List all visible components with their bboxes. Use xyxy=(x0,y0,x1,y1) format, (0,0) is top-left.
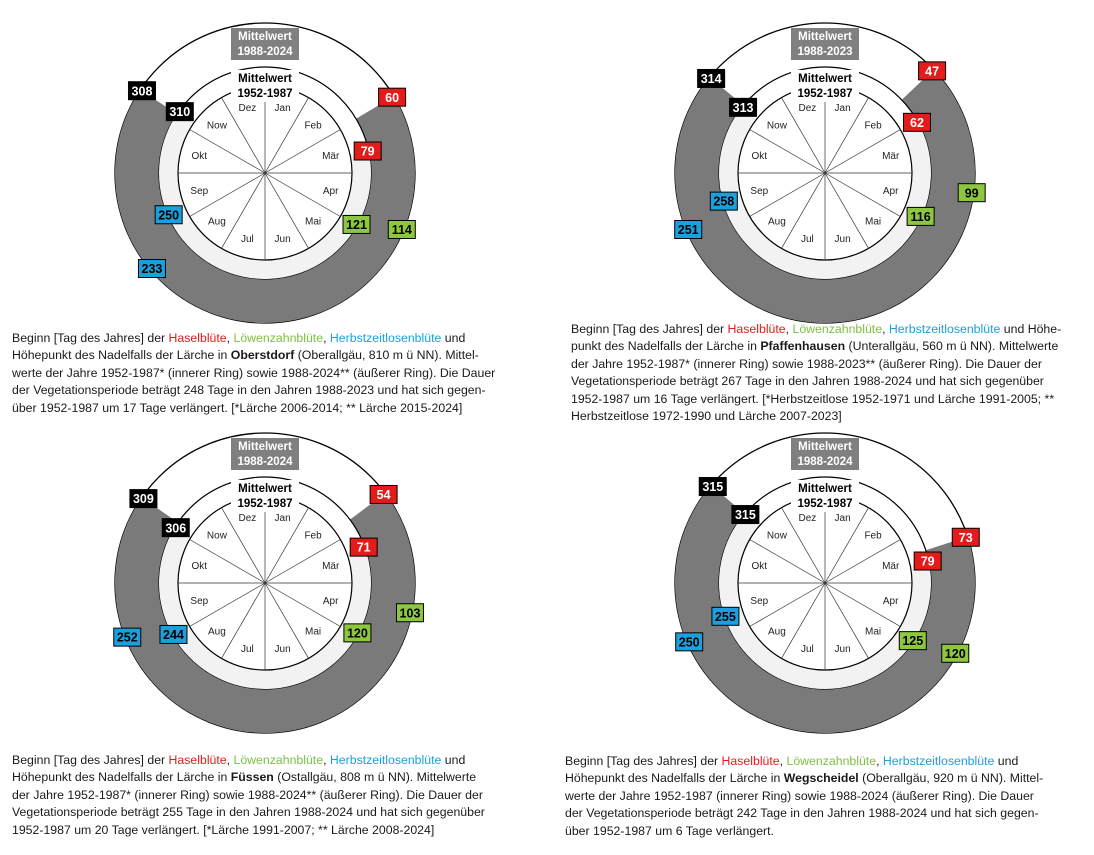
caption-oberstdorf: Beginn [Tag des Jahres] der Haselblüte, Löwenzahnblüte, Herbstzeitlosenblüte und Höhepunkt des Nadelfalls der Lärche in Oberstdorf (Oberallgäu, 810 m ü NN). Mittel- werte der Jahre 1952-1987* (innerer Ring) sowie 1988-2024** (äußerer Ring). Die Dauer der Vegetationsperiode beträgt 248 Tage in den Jahren 1988-2023 und hat sich gegen- über 1952-1987 um 17 Tage verlängert. [*Lärche 2006-2014; ** Lärche 2015-2024] xyxy=(12,331,496,415)
inner-loewenzahn-marker xyxy=(899,632,926,650)
inner-laerche-marker xyxy=(730,98,757,116)
outer-period-label: Mittelwert xyxy=(238,441,292,453)
month-label: Apr xyxy=(882,596,899,608)
outer-loewenzahn-value: 114 xyxy=(391,223,412,238)
inner-herbstzeitlose-marker xyxy=(160,625,187,643)
outer-period-label: 1988-2024 xyxy=(237,456,293,468)
month-label: Jun xyxy=(834,644,851,656)
inner-hasel-marker xyxy=(914,552,941,570)
outer-period-label: 1988-2024 xyxy=(797,456,853,468)
month-label: Feb xyxy=(304,530,322,542)
inner-loewenzahn-marker xyxy=(344,624,371,642)
inner-hasel-value: 79 xyxy=(360,144,375,159)
inner-laerche-value: 310 xyxy=(169,105,191,120)
outer-hasel-marker xyxy=(952,528,979,546)
outer-laerche-marker xyxy=(698,69,725,87)
caption-fuessen: Beginn [Tag des Jahres] der Haselblüte, Löwenzahnblüte, Herbstzeitlosenblüte und Höhepunkt des Nadelfalls der Lärche in Füssen (Ostallgäu, 808 m ü NN). Mittelwerte der Jahre 1952-1987* (innerer Ring) sowie 1988-2024** (äußerer Ring). Die Dauer der Vegetationsperiode beträgt 255 Tage in den Jahren 1988-2024 und hat sich gegenüber 1952-1987 um 20 Tage verlängert. [*Lärche 1991-2007; ** Lärche 2008-2024] xyxy=(12,753,485,837)
inner-herbstzeitlose-marker xyxy=(710,192,737,210)
radial-chart-wegscheidel xyxy=(660,410,990,740)
term-hasel: Haselblüte xyxy=(168,331,227,345)
month-label: Jan xyxy=(274,512,291,524)
month-label: Okt xyxy=(751,150,768,162)
month-label: Jan xyxy=(274,102,291,114)
inner-herbstzeitlose-marker xyxy=(712,607,739,625)
term-herbstzeitlose: Herbstzeitlosenblüte xyxy=(329,331,442,345)
station-name: Oberstdorf xyxy=(230,348,295,363)
month-label: Mai xyxy=(305,216,322,228)
outer-loewenzahn-value: 99 xyxy=(964,186,979,201)
outer-laerche-value: 315 xyxy=(702,480,724,495)
month-label: Jun xyxy=(274,234,291,246)
inner-loewenzahn-value: 116 xyxy=(910,209,931,224)
outer-laerche-marker xyxy=(699,478,726,496)
month-label: Mai xyxy=(305,626,322,638)
outer-herbstzeitlose-marker xyxy=(138,260,165,278)
outer-herbstzeitlose-value: 233 xyxy=(141,262,163,277)
month-label: Mär xyxy=(322,560,340,572)
month-label: Apr xyxy=(882,186,899,198)
month-label: Dez xyxy=(238,512,257,524)
month-label: Apr xyxy=(322,186,339,198)
month-label: Feb xyxy=(864,530,882,542)
outer-hasel-value: 54 xyxy=(376,488,391,503)
radial-chart-fuessen xyxy=(100,410,430,740)
inner-herbstzeitlose-value: 255 xyxy=(714,609,736,624)
month-label: Jul xyxy=(801,644,814,656)
month-label: Aug xyxy=(768,626,786,638)
outer-herbstzeitlose-value: 250 xyxy=(678,635,700,650)
month-label: Okt xyxy=(751,560,768,572)
inner-laerche-value: 306 xyxy=(165,521,187,536)
month-label: Mai xyxy=(865,216,882,228)
inner-hasel-value: 79 xyxy=(920,554,935,569)
outer-herbstzeitlose-value: 251 xyxy=(677,223,699,238)
month-label: Mär xyxy=(882,150,900,162)
inner-period-label: Mittelwert xyxy=(238,73,292,85)
outer-herbstzeitlose-marker xyxy=(675,220,702,238)
outer-hasel-value: 73 xyxy=(958,530,973,545)
month-label: Aug xyxy=(768,216,786,228)
term-herbstzeitlose: Herbstzeitlosenblüte xyxy=(882,754,995,768)
outer-laerche-value: 308 xyxy=(131,84,153,99)
outer-hasel-value: 60 xyxy=(385,90,400,105)
inner-loewenzahn-value: 120 xyxy=(346,626,368,641)
inner-period-label: 1952-1987 xyxy=(237,498,293,510)
inner-hasel-marker xyxy=(350,538,377,556)
month-label: Sep xyxy=(190,186,209,198)
radial-chart-pfaffenhausen xyxy=(660,0,990,330)
term-herbstzeitlose: Herbstzeitlosenblüte xyxy=(329,753,442,767)
month-label: Okt xyxy=(191,560,208,572)
month-label: Dez xyxy=(798,102,817,114)
month-label: Jun xyxy=(274,644,291,656)
outer-herbstzeitlose-marker xyxy=(676,633,703,651)
month-label: Feb xyxy=(864,120,882,132)
outer-loewenzahn-value: 120 xyxy=(944,646,966,661)
month-label: Dez xyxy=(238,102,257,114)
caption-wegscheidel: Beginn [Tag des Jahres] der Haselblüte, Löwenzahnblüte, Herbstzeitlosenblüte und Höhepunkt des Nadelfalls der Lärche in Wegscheidel (Oberallgäu, 920 m ü NN). Mittel- werte der Jahre 1952-1987 (innerer Ring) sowie 1988-2024 (äußerer Ring). Die Dauer der Vegetationsperiode beträgt 242 Tage in den Jahren 1988-2024 und hat sich gegen- über 1952-1987 um 6 Tage verlängert. xyxy=(565,754,1044,838)
station-name: Pfaffenhausen xyxy=(760,339,846,354)
outer-period-label: 1988-2024 xyxy=(237,46,293,58)
inner-herbstzeitlose-value: 258 xyxy=(713,194,735,209)
outer-laerche-value: 309 xyxy=(132,492,154,507)
inner-period-label: Mittelwert xyxy=(238,483,292,495)
station-name: Füssen xyxy=(230,770,274,785)
month-label: Mär xyxy=(322,150,340,162)
month-label: Sep xyxy=(190,596,209,608)
month-label: Okt xyxy=(191,150,208,162)
month-label: Jan xyxy=(834,512,851,524)
outer-loewenzahn-marker xyxy=(942,644,969,662)
month-label: Mai xyxy=(865,626,882,638)
inner-laerche-marker xyxy=(162,519,189,537)
term-hasel: Haselblüte xyxy=(721,754,780,768)
inner-laerche-marker xyxy=(166,103,193,121)
inner-herbstzeitlose-value: 244 xyxy=(163,628,184,643)
inner-hasel-value: 71 xyxy=(356,540,371,555)
month-label: Jul xyxy=(241,234,254,246)
month-label: Now xyxy=(766,120,787,132)
outer-loewenzahn-marker xyxy=(388,220,415,238)
inner-loewenzahn-marker xyxy=(343,215,370,233)
outer-laerche-marker xyxy=(130,490,157,508)
station-name: Wegscheidel xyxy=(783,771,859,786)
outer-period-label: 1988-2023 xyxy=(797,46,853,58)
month-label: Now xyxy=(766,530,787,542)
inner-loewenzahn-value: 125 xyxy=(902,634,924,649)
outer-hasel-marker xyxy=(919,62,946,80)
inner-hasel-marker xyxy=(354,142,381,160)
month-label: Sep xyxy=(750,186,769,198)
month-label: Jan xyxy=(834,102,851,114)
term-loewenzahn: Löwenzahnblüte xyxy=(233,331,324,345)
inner-herbstzeitlose-marker xyxy=(155,206,182,224)
inner-period-label: Mittelwert xyxy=(798,73,852,85)
outer-loewenzahn-marker xyxy=(958,184,985,202)
outer-period-label: Mittelwert xyxy=(798,441,852,453)
outer-herbstzeitlose-value: 252 xyxy=(116,630,138,645)
month-label: Apr xyxy=(322,596,339,608)
outer-loewenzahn-value: 103 xyxy=(399,606,421,621)
month-label: Jun xyxy=(834,234,851,246)
term-loewenzahn: Löwenzahnblüte xyxy=(792,322,883,336)
inner-laerche-marker xyxy=(732,506,759,524)
inner-laerche-value: 313 xyxy=(732,100,754,115)
month-label: Now xyxy=(206,530,227,542)
month-label: Jul xyxy=(801,234,814,246)
inner-period-label: Mittelwert xyxy=(798,483,852,495)
month-label: Now xyxy=(206,120,227,132)
month-label: Jul xyxy=(241,644,254,656)
month-label: Aug xyxy=(208,626,226,638)
outer-hasel-marker xyxy=(379,88,406,106)
term-hasel: Haselblüte xyxy=(727,322,786,336)
month-label: Feb xyxy=(304,120,322,132)
outer-hasel-value: 47 xyxy=(925,64,940,79)
month-label: Aug xyxy=(208,216,226,228)
outer-laerche-value: 314 xyxy=(700,72,722,87)
inner-loewenzahn-value: 121 xyxy=(346,218,367,233)
outer-laerche-marker xyxy=(128,82,155,100)
inner-period-label: 1952-1987 xyxy=(237,88,293,100)
term-loewenzahn: Löwenzahnblüte xyxy=(233,753,324,767)
radial-chart-oberstdorf xyxy=(100,0,430,330)
outer-period-label: Mittelwert xyxy=(238,31,292,43)
inner-hasel-marker xyxy=(903,113,930,131)
inner-period-label: 1952-1987 xyxy=(797,498,853,510)
inner-loewenzahn-marker xyxy=(907,207,934,225)
inner-laerche-value: 315 xyxy=(734,508,756,523)
term-loewenzahn: Löwenzahnblüte xyxy=(786,754,877,768)
inner-herbstzeitlose-value: 250 xyxy=(158,208,180,223)
inner-period-label: 1952-1987 xyxy=(797,88,853,100)
term-herbstzeitlose: Herbstzeitlosenblüte xyxy=(888,322,1001,336)
month-label: Mär xyxy=(882,560,900,572)
month-label: Dez xyxy=(798,512,817,524)
outer-loewenzahn-marker xyxy=(396,604,423,622)
outer-period-label: Mittelwert xyxy=(798,31,852,43)
caption-pfaffenhausen: Beginn [Tag des Jahres] der Haselblüte, Löwenzahnblüte, Herbstzeitlosenblüte und Höhe- punkt des Nadelfalls der Lärche in Pfaffenhausen (Unterallgäu, 560 m ü NN). Mittelwerte der Jahre 1952-1987* (innerer Ring) sowie 1988-2023** (äußerer Ring). Die Dauer der Vegetationsperiode beträgt 267 Tage in den Jahren 1988-2024 und hat sich gegenüber 1952-1987 um 16 Tage verlängert. [*Herbstzeitlose 1952-1971 und Lärche 1991-2005; ** Herbstzeitlose 1972-1990 und Lärche 2007-2023] xyxy=(571,322,1062,424)
month-label: Sep xyxy=(750,596,769,608)
term-hasel: Haselblüte xyxy=(168,753,227,767)
inner-hasel-value: 62 xyxy=(910,115,924,130)
outer-hasel-marker xyxy=(370,485,397,503)
outer-herbstzeitlose-marker xyxy=(114,628,141,646)
